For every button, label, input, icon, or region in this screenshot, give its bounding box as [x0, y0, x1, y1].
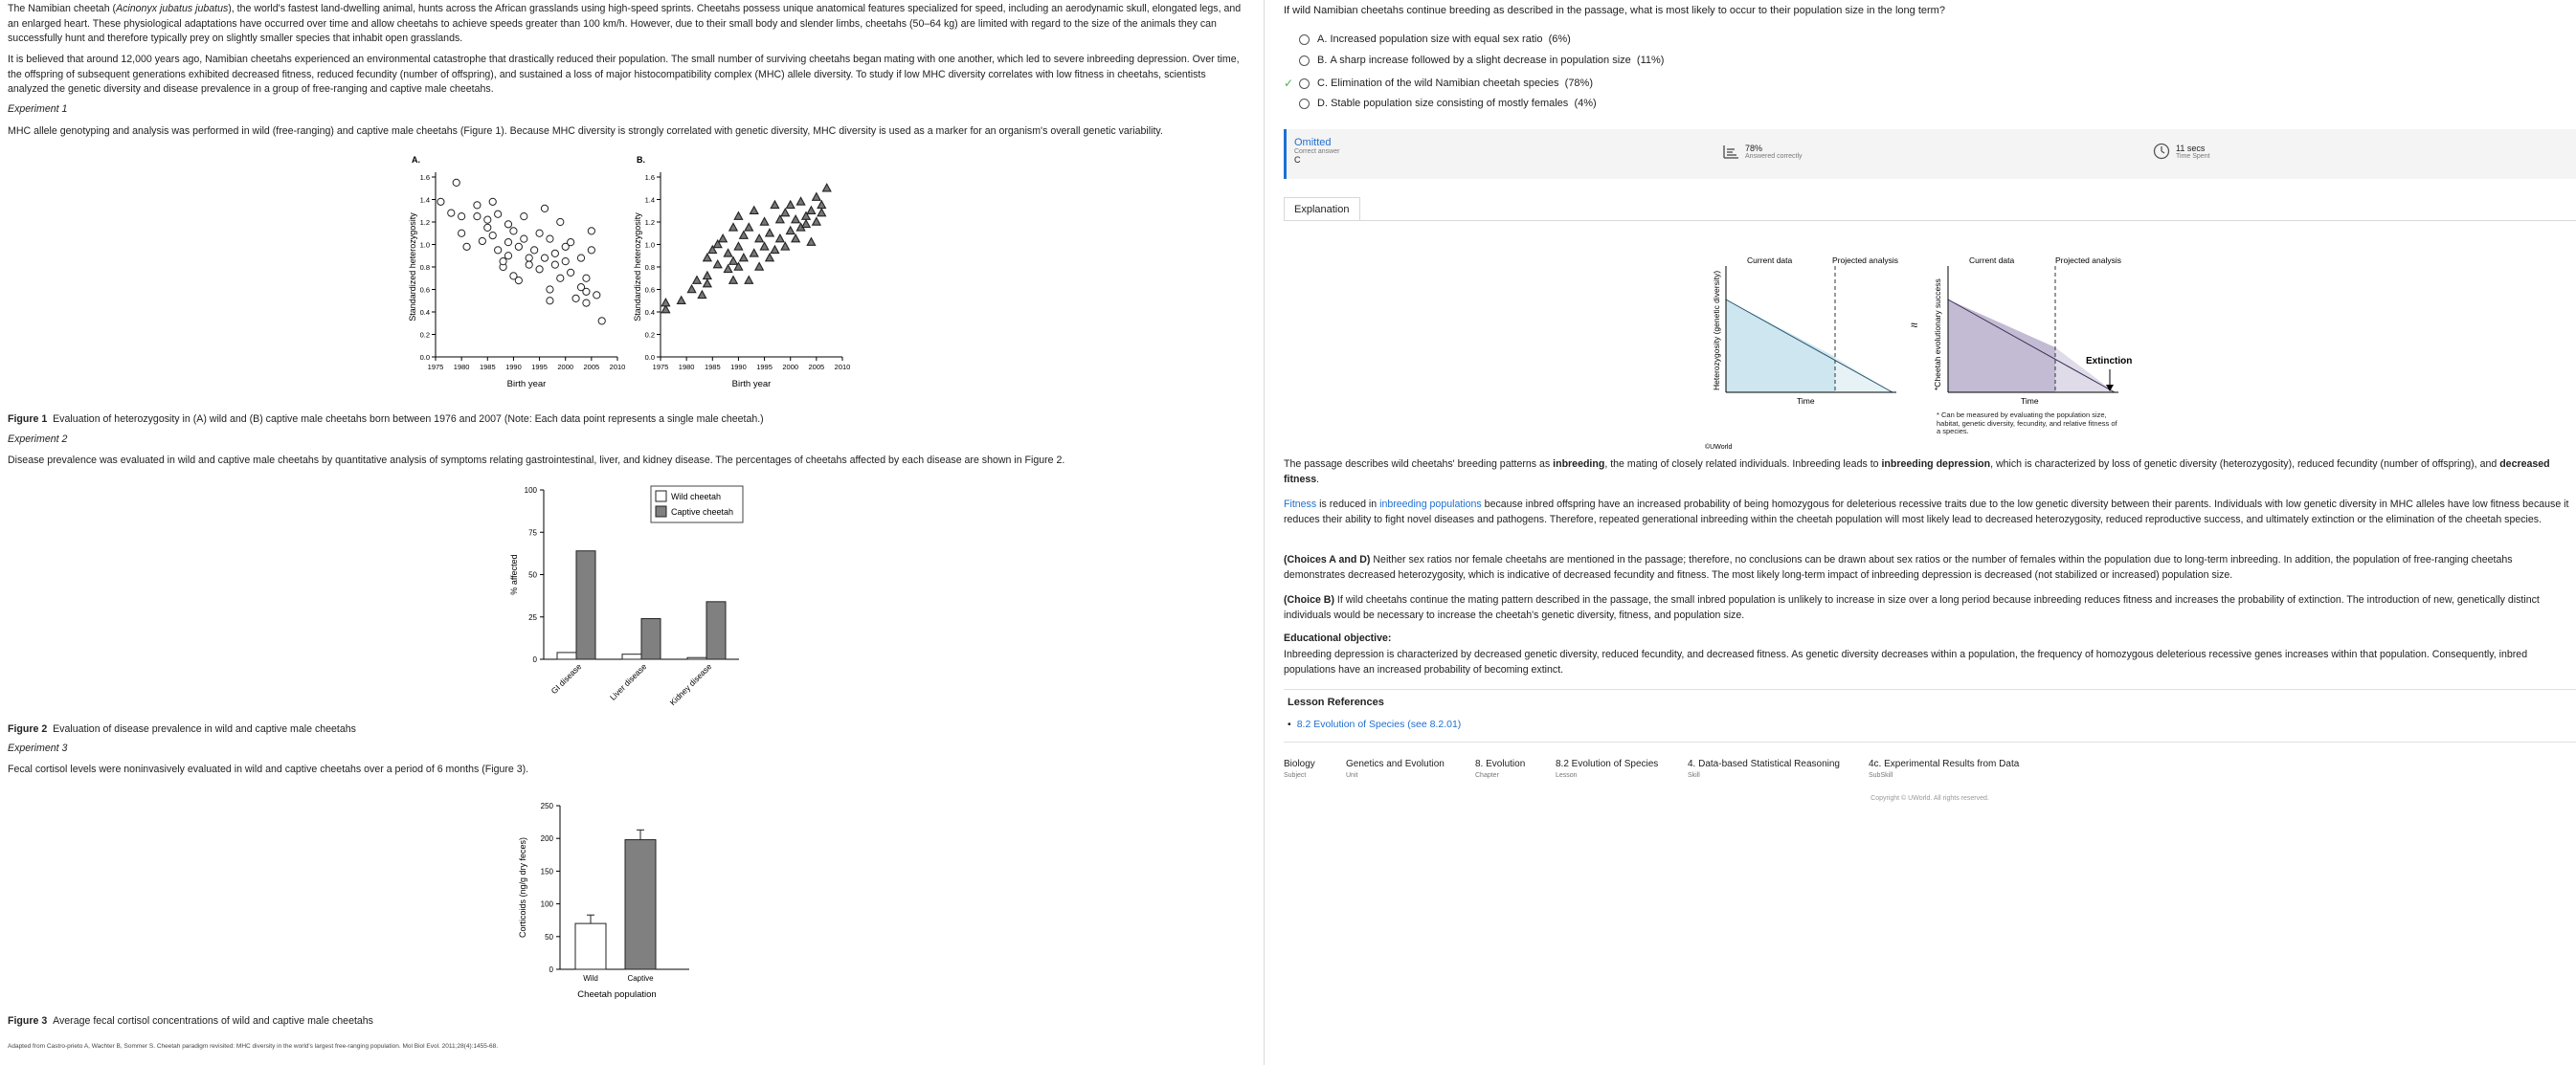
data-point — [437, 198, 444, 205]
x-tick-label: 1990 — [730, 363, 747, 371]
y-axis-label: % affected — [509, 554, 519, 595]
question-stem: If wild Namibian cheetahs continue breeding as described in the passage, what is most likely to occur to their population size in the long term? — [1284, 5, 1945, 16]
y-tick-label: 1.6 — [644, 173, 655, 182]
data-point — [484, 224, 491, 231]
fitness-link[interactable]: Fitness — [1284, 499, 1317, 510]
data-point — [755, 234, 763, 242]
figure-2-bar-chart — [488, 478, 766, 718]
data-point — [698, 291, 706, 299]
data-point — [463, 243, 470, 250]
panel-label: B. — [637, 155, 645, 165]
y-tick-label: 0.8 — [644, 263, 655, 272]
figure-1a-scatter — [402, 153, 637, 397]
approx-symbol: ≈ — [1911, 318, 1918, 332]
y-tick-label: 25 — [528, 612, 537, 622]
time-spent — [2153, 143, 2210, 160]
bar — [625, 840, 656, 969]
choice-percent: (11%) — [1636, 55, 1665, 66]
data-point — [760, 218, 768, 226]
data-point — [760, 242, 768, 250]
lesson-references-title: Lesson References — [1288, 697, 1384, 708]
correct-answer-value: C — [1294, 155, 1301, 165]
explanation-paragraph-4: (Choice B) If wild cheetahs continue the mating pattern described in the passage, the small inbred population is unlikely to increase in size over a long period because inbreeding reduces fitness and increases the probability of extinction. The introduction of new, genetically distinct individuals would be necessary to increase the cheetah's genetic diversity, fitness, and population size. — [1284, 594, 2540, 621]
bar — [687, 657, 706, 659]
x-tick-label: 1985 — [479, 363, 496, 371]
diagram-projected-area-2 — [2055, 347, 2115, 392]
x-tick-label: 2005 — [583, 363, 600, 371]
data-point — [594, 292, 600, 299]
percent-value: 78% — [1745, 143, 1763, 153]
data-point — [551, 261, 558, 268]
bar — [641, 619, 661, 659]
data-point — [504, 221, 511, 228]
data-point — [479, 237, 485, 244]
tab-divider — [1284, 220, 2576, 221]
y-tick-label: 1.6 — [419, 173, 430, 182]
data-point — [678, 297, 685, 304]
y-tick-label: 0.0 — [419, 353, 430, 362]
passage-paragraph-1: The Namibian cheetah (Acinonyx jubatus jubatus), the world's fastest land-dwelling animal, hunts across the African grasslands using high-speed sprints. Cheetahs possess unique anatomical features specialized for speed, including an aerodynamic skull, elongated legs, and an enlarged heart. These physiological adaptations have occurred over time and allow cheetahs to achieve speeds greater than 100 km/h. However, due to their small body and slender limbs, cheetahs (50–64 kg) are limited with regard to the size of the animals they can successfully hunt and therefore typically prey on slightly smaller species that inhabit open grasslands. — [8, 3, 1242, 44]
radio-c[interactable] — [1299, 78, 1310, 89]
data-point — [661, 299, 669, 306]
data-point — [547, 286, 553, 293]
data-point — [583, 300, 590, 306]
data-point — [495, 211, 502, 217]
data-point — [755, 263, 763, 271]
data-point — [547, 298, 553, 304]
y-tick-label: 0.8 — [419, 263, 430, 272]
data-point — [781, 242, 789, 250]
experiment-1-text: MHC allele genotyping and analysis was performed in wild (free-ranging) and captive male cheetahs (Figure 1). Because MHC diversity is strongly correlated with genetic diversity, MHC diversity is used as a marker for an organism's overall genetic variability. — [8, 125, 1163, 137]
x-tick-label: 1975 — [427, 363, 444, 371]
data-point — [521, 235, 527, 242]
data-point — [719, 234, 727, 242]
explanation-paragraph-2: Fitness is reduced in inbreeding populations because inbred offspring have an increased probability of being homozygous for deleterious recessive traits due to the low genetic diversity between their parents. Individuals with low genetic diversity in MHC alleles have low fitness because it reduces their ability to fight novel diseases and pathogens. Therefore, repeated generational inbreeding within the cheetah population will most likely lead to decreased heterozygosity, reduced reproductive success, and ultimately extinction or the elimination of the cheetah species. — [1284, 499, 2569, 525]
data-point — [557, 218, 564, 225]
choice-text: A sharp increase followed by a slight decrease in population size — [1330, 55, 1631, 66]
y-tick-label: 50 — [528, 570, 537, 580]
x-axis-label: Birth year — [506, 379, 547, 389]
data-point — [526, 255, 532, 261]
diagram-current-label-2: Current data — [1969, 255, 2015, 265]
section-divider — [1284, 689, 2576, 690]
data-point — [781, 209, 789, 216]
panel-label: A. — [412, 155, 420, 165]
inbreeding-diagram — [1705, 247, 2145, 453]
data-point — [740, 254, 748, 261]
y-tick-label: 100 — [540, 899, 553, 909]
y-axis-label: Standardized heterozygosity — [633, 212, 642, 322]
x-tick-label: 1985 — [704, 363, 721, 371]
data-point — [474, 213, 481, 220]
data-point — [776, 234, 784, 242]
data-point — [459, 230, 465, 236]
data-point — [687, 285, 695, 293]
data-point — [724, 249, 731, 256]
data-point — [750, 207, 758, 214]
y-tick-label: 0.6 — [419, 285, 430, 295]
answer-choice-b[interactable] — [1284, 55, 1664, 66]
data-point — [771, 246, 778, 254]
panel-divider — [1264, 0, 1265, 1065]
correct-answer-label: Correct answer — [1294, 148, 1340, 155]
data-point — [750, 249, 758, 256]
data-point — [807, 207, 815, 214]
y-tick-label: 250 — [540, 802, 553, 810]
bar — [622, 655, 641, 659]
correct-check-icon: ✓ — [1284, 77, 1294, 90]
y-tick-label: 0 — [549, 965, 553, 974]
result-stats-bar — [1284, 129, 2576, 179]
data-point — [495, 247, 502, 254]
y-tick-label: 200 — [540, 834, 553, 844]
choice-percent: (4%) — [1574, 98, 1597, 109]
tab-explanation[interactable]: Explanation — [1284, 197, 1360, 221]
clock-icon — [2153, 143, 2170, 160]
educational-objective-title: Educational objective: — [1284, 632, 1392, 644]
copyright: Copyright © UWorld. All rights reserved. — [1870, 795, 1989, 802]
data-point — [771, 201, 778, 209]
y-axis-label: Corticoids (ng/g dry feces) — [518, 836, 527, 939]
data-point — [515, 243, 522, 250]
y-tick-label: 0.6 — [644, 285, 655, 295]
meta-chapter: 8. Evolution Chapter — [1475, 759, 1526, 779]
data-point — [787, 201, 795, 209]
percent-correct — [1722, 143, 1803, 160]
diagram-projected-label-1: Projected analysis — [1832, 255, 1898, 265]
data-point — [598, 318, 605, 324]
data-point — [734, 212, 742, 220]
x-tick-label: Liver disease — [607, 661, 649, 702]
figure-3-bar-chart — [493, 794, 713, 1005]
y-tick-label: 1.4 — [419, 195, 430, 205]
data-point — [818, 201, 825, 209]
diagram-x-label-2: Time — [2021, 396, 2039, 406]
y-tick-label: 0.2 — [644, 330, 655, 340]
y-tick-label: 1.2 — [644, 218, 655, 227]
meta-subject: Biology Subject — [1284, 759, 1315, 779]
y-tick-label: 0.0 — [644, 353, 655, 362]
meta-lesson: 8.2 Evolution of Species Lesson — [1556, 759, 1659, 779]
bar — [575, 923, 606, 969]
question-panel — [1284, 0, 2576, 1065]
data-point — [583, 275, 590, 281]
experiment-2-title: Experiment 2 — [8, 433, 68, 445]
answer-choice-c[interactable] — [1284, 77, 1593, 90]
choice-letter: B. — [1317, 55, 1328, 66]
diagram-y-label-1: Heterozygosity (genetic diversity) — [1712, 270, 1721, 390]
y-tick-label: 1.4 — [644, 195, 655, 205]
data-point — [729, 277, 737, 284]
data-point — [453, 179, 459, 186]
y-tick-label: 150 — [540, 867, 553, 876]
time-label: Time Spent — [2176, 152, 2210, 160]
data-point — [807, 238, 815, 246]
x-tick-label: 2000 — [782, 363, 799, 371]
x-tick-label: GI disease — [549, 661, 584, 697]
choice-letter: C. — [1317, 78, 1328, 89]
data-point — [568, 269, 574, 276]
bar — [557, 653, 576, 659]
experiment-3-title: Experiment 3 — [8, 743, 68, 754]
extinction-label: Extinction — [2086, 356, 2133, 366]
data-point — [823, 184, 831, 191]
data-point — [504, 239, 511, 246]
radio-d[interactable] — [1299, 99, 1310, 109]
y-tick-label: 1.0 — [644, 240, 655, 250]
data-point — [734, 242, 742, 250]
data-point — [813, 193, 820, 201]
data-point — [729, 257, 737, 265]
lesson-reference-link[interactable]: 8.2 Evolution of Species (see 8.2.01) — [1296, 719, 1462, 730]
data-point — [557, 275, 564, 281]
x-tick-label: 1990 — [505, 363, 522, 371]
data-point — [792, 215, 799, 223]
data-point — [704, 272, 711, 279]
radio-b[interactable] — [1299, 55, 1310, 66]
x-tick-label: 2005 — [808, 363, 825, 371]
data-point — [536, 230, 543, 236]
meta-subskill: 4c. Experimental Results from Data SubSkill — [1869, 759, 2020, 779]
diagram-copyright: ©UWorld — [1705, 444, 1733, 451]
data-point — [724, 265, 731, 273]
time-value: 11 secs — [2176, 143, 2206, 153]
data-point — [521, 213, 527, 220]
choice-letter: A. — [1317, 33, 1328, 45]
answer-choice-d[interactable] — [1284, 98, 1597, 109]
y-tick-label: 50 — [545, 932, 553, 942]
x-tick-label: Kidney disease — [667, 661, 714, 708]
y-tick-label: 0.2 — [419, 330, 430, 340]
passage-paragraph-2: It is believed that around 12,000 years ago, Namibian cheetahs experienced an environmental catastrophe that drastically reduced their population. The small number of surviving cheetahs began mating with one another, which led to severe inbreeding depression. Over time, the offspring of subsequent generations exhibited decreased fitness, reduced fecundity (number of offspring), and sustained a loss of major histocompatibility complex (MHC) allele diversity. To study if low MHC diversity correlates with low fitness in cheetahs, scientists analyzed the genetic diversity and disease prevalence in a group of free-ranging and captive male cheetahs. — [8, 54, 1240, 95]
explanation-paragraph-1: The passage describes wild cheetahs' breeding patterns as inbreeding, the mating of closely related individuals. Inbreeding leads to inbreeding depression, which is characterized by loss of genetic diversity (heterozygosity), reduced fecundity (number of offspring), and decreased fitness. — [1284, 458, 2550, 485]
status-omitted: Omitted — [1294, 137, 1332, 148]
y-axis-label: Standardized heterozygosity — [408, 212, 417, 322]
data-point — [796, 197, 804, 205]
figure-2-caption: Figure 2 Evaluation of disease prevalence in wild and captive male cheetahs — [8, 723, 356, 735]
figure-1-caption: Figure 1 Evaluation of heterozygosity in (A) wild and (B) captive male cheetahs born between 1976 and 2007 (Note: Each data point represents a single male cheetah.) — [8, 413, 764, 425]
data-point — [510, 228, 517, 234]
data-point — [547, 235, 553, 242]
data-point — [504, 253, 511, 259]
data-point — [474, 202, 481, 209]
y-tick-label: 1.0 — [419, 240, 430, 250]
y-tick-label: 1.2 — [419, 218, 430, 227]
x-tick-label: Captive — [627, 974, 654, 983]
data-point — [489, 233, 496, 239]
data-point — [448, 210, 455, 216]
data-point — [526, 261, 532, 268]
data-point — [704, 254, 711, 261]
data-point — [693, 277, 701, 284]
data-point — [818, 209, 825, 216]
explanation-paragraph-3: (Choices A and D) Neither sex ratios nor female cheetahs are mentioned in the passage; therefore, no conclusions can be drawn about sex ratios or the number of females within the population due to long-term inbreeding. In addition, the population of free-ranging cheetahs demonstrates decreased heterozygosity, which is indicative of decreased fecundity and fitness. The most likely long-term impact of inbreeding depression is decreased (not stabilized or increased) population size. — [1284, 554, 2513, 581]
x-axis-label: Birth year — [731, 379, 772, 389]
educational-objective-text: Inbreeding depression is characterized by decreased genetic diversity, reduced fecundity, and decreased fitness. As genetic diversity decreases within a population, the frequency of homozygous deleterious recessive genes increases within that population. Consequently, inbred populations have an increased probability of becoming extinct. — [1284, 649, 2528, 676]
figure-3-caption: Figure 3 Average fecal cortisol concentrations of wild and captive male cheetahs — [8, 1015, 373, 1027]
answer-status — [1294, 137, 1339, 165]
choice-percent: (6%) — [1548, 33, 1571, 45]
data-point — [802, 220, 810, 228]
x-tick-label: 1980 — [678, 363, 695, 371]
x-tick-label: 1980 — [453, 363, 470, 371]
data-point — [459, 213, 465, 220]
experiment-1-title: Experiment 1 — [8, 103, 68, 115]
experiment-3-text: Fecal cortisol levels were noninvasively evaluated in wild and captive cheetahs over a period of 6 months (Figure 3). — [8, 764, 529, 775]
diagram-x-label-1: Time — [1797, 396, 1815, 406]
legend-swatch — [656, 491, 666, 501]
experiment-2-text: Disease prevalence was evaluated in wild and captive male cheetahs by quantitative analysis of symptoms relating gastrointestinal, liver, and kidney disease. The percentages of cheetahs affected by each disease are shown in Figure 2. — [8, 455, 1065, 466]
data-point — [577, 255, 584, 261]
x-tick-label: 1975 — [652, 363, 669, 371]
section-divider — [1284, 742, 2576, 743]
data-point — [729, 223, 737, 231]
data-point — [704, 279, 711, 287]
x-tick-label: 2010 — [834, 363, 851, 371]
choice-percent: (78%) — [1564, 78, 1593, 89]
data-point — [489, 198, 496, 205]
diagram-current-area-1 — [1726, 300, 1835, 392]
data-point — [588, 247, 594, 254]
figure-1b-scatter — [627, 153, 862, 397]
y-tick-label: 0 — [532, 655, 537, 664]
data-point — [531, 247, 538, 254]
data-point — [766, 254, 773, 261]
data-point — [792, 234, 799, 242]
data-point — [500, 258, 506, 265]
data-point — [766, 229, 773, 236]
passage-panel — [0, 0, 1264, 1065]
answer-choice-a[interactable] — [1284, 33, 1571, 45]
diagram-current-area-2 — [1948, 300, 2055, 392]
data-point — [813, 218, 820, 226]
data-point — [745, 223, 752, 231]
inbreeding-populations-link[interactable]: inbreeding populations — [1379, 499, 1482, 510]
bar — [576, 551, 595, 659]
data-point — [536, 266, 543, 273]
x-tick-label: 1995 — [756, 363, 773, 371]
bar — [706, 602, 726, 659]
x-tick-label: Wild — [583, 974, 598, 983]
data-point — [583, 288, 590, 295]
legend-label: Wild cheetah — [671, 492, 722, 501]
citation: Adapted from Castro-prieto A, Wachter B, Sommer S. Cheetah paradigm revisited: MHC diversity in the world's largest free-ranging population. Mol Biol Evol. 2011;28(4):1455-68. — [8, 1043, 499, 1050]
y-tick-label: 100 — [524, 486, 537, 495]
choice-text: Increased population size with equal sex ratio — [1330, 33, 1543, 45]
x-tick-label: 1995 — [531, 363, 548, 371]
choice-text: Stable population size consisting of mostly females — [1331, 98, 1569, 109]
y-tick-label: 0.4 — [419, 308, 430, 317]
data-point — [515, 277, 522, 284]
legend-label: Captive cheetah — [671, 507, 734, 517]
x-tick-label: 2000 — [557, 363, 574, 371]
legend-swatch — [656, 506, 666, 517]
data-point — [745, 277, 752, 284]
choice-text: Elimination of the wild Namibian cheetah species — [1331, 78, 1559, 89]
lesson-reference-item: • 8.2 Evolution of Species (see 8.2.01) — [1288, 719, 1462, 730]
y-tick-label: 75 — [528, 528, 537, 538]
data-point — [484, 216, 491, 223]
data-point — [551, 250, 558, 256]
x-tick-label: 2010 — [609, 363, 626, 371]
x-axis-label: Cheetah population — [577, 989, 657, 1000]
data-point — [787, 227, 795, 234]
data-point — [541, 205, 548, 211]
data-point — [572, 295, 579, 301]
data-point — [588, 228, 594, 234]
meta-skill: 4. Data-based Statistical Reasoning Skill — [1688, 759, 1840, 779]
data-point — [740, 232, 748, 239]
radio-a[interactable] — [1299, 34, 1310, 45]
meta-unit: Genetics and Evolution Unit — [1346, 759, 1445, 779]
diagram-note: * Can be measured by evaluating the population size, habitat, genetic diversity, fecundity, and relative fitness of a species. — [1937, 411, 2117, 435]
diagram-projected-label-2: Projected analysis — [2055, 255, 2121, 265]
percent-label: Answered correctly — [1745, 152, 1803, 160]
data-point — [714, 260, 722, 268]
diagram-current-label-1: Current data — [1747, 255, 1793, 265]
choice-letter: D. — [1317, 98, 1328, 109]
diagram-y-label-2: *Cheetah evolutionary success — [1933, 278, 1942, 390]
data-point — [568, 239, 574, 246]
data-point — [541, 255, 548, 261]
y-tick-label: 0.4 — [644, 308, 655, 317]
data-point — [562, 258, 569, 265]
bar-chart-icon — [1722, 143, 1739, 160]
